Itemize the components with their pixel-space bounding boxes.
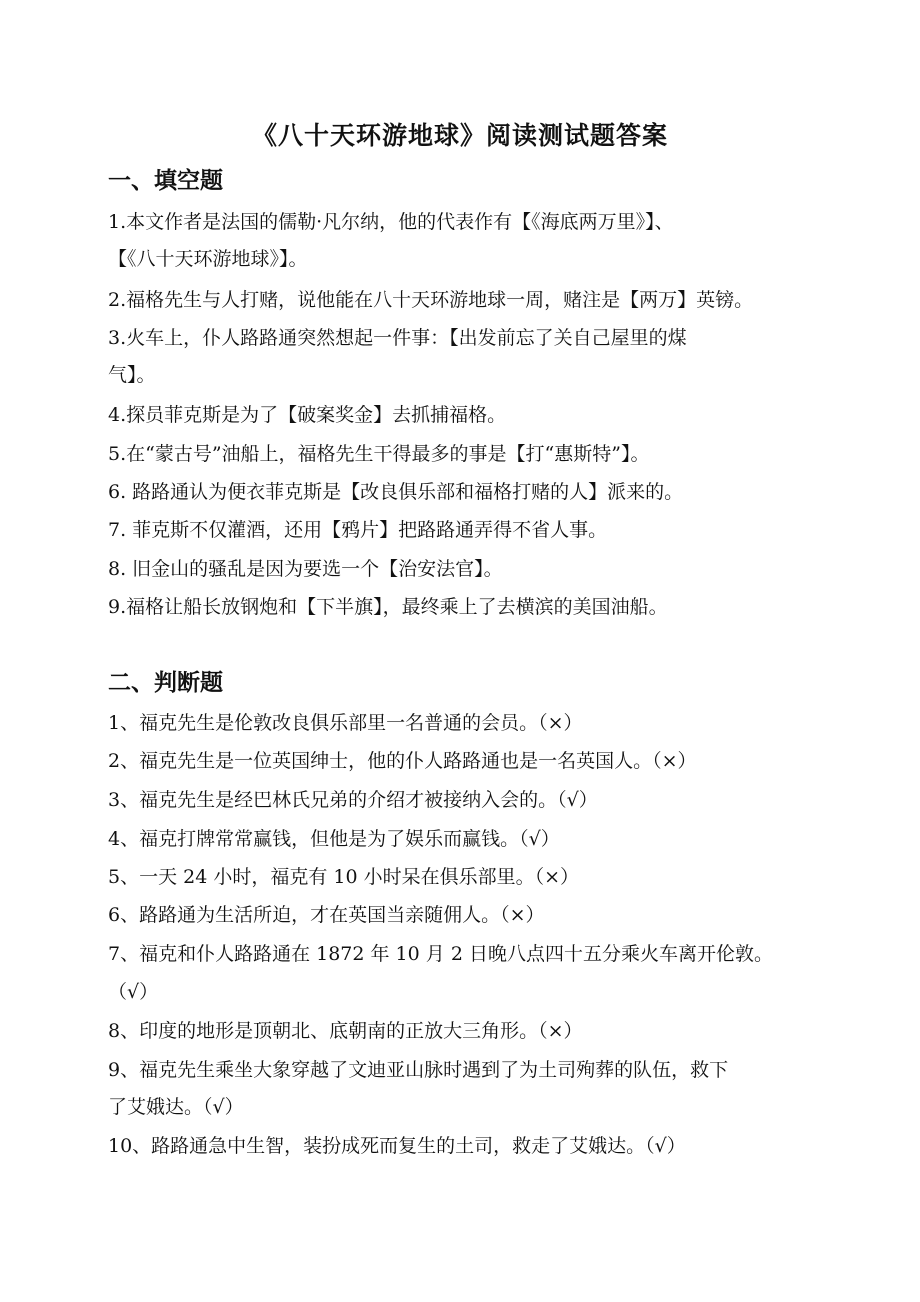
fill-in-line: 9.福格让船长放钢炮和【下半旗】，最终乘上了去横滨的美国油船。	[108, 596, 668, 618]
true-false-line: 2、福克先生是一位英国绅士，他的仆人路路通也是一名英国人。（×）	[108, 750, 697, 772]
true-false-line: 了艾娥达。（√）	[108, 1096, 244, 1118]
true-false-line: 8、印度的地形是顶朝北、底朝南的正放大三角形。（×）	[108, 1020, 583, 1042]
fill-in-line: 【《八十天环游地球》】。	[108, 248, 308, 270]
true-false-line: 10、路路通急中生智，装扮成死而复生的土司，救走了艾娥达。（√）	[108, 1135, 686, 1157]
fill-in-line: 6. 路路通认为便衣菲克斯是【改良俱乐部和福格打赌的人】派来的。	[108, 481, 684, 503]
section-heading-fill-in: 一、填空题	[108, 168, 223, 194]
true-false-line: 3、福克先生是经巴林氏兄弟的介绍才被接纳入会的。（√）	[108, 789, 598, 811]
true-false-line: 9、福克先生乘坐大象穿越了文迪亚山脉时遇到了为土司殉葬的队伍，救下	[108, 1059, 729, 1081]
true-false-line: 6、路路通为生活所迫，才在英国当亲随佣人。（×）	[108, 904, 545, 926]
true-false-line: 1、福克先生是伦敦改良俱乐部里一名普通的会员。（×）	[108, 712, 583, 734]
fill-in-line: 5.在“蒙古号”油船上，福格先生干得最多的事是【打“惠斯特”】。	[108, 443, 650, 465]
true-false-line: 4、福克打牌常常赢钱，但他是为了娱乐而赢钱。（√）	[108, 828, 560, 850]
fill-in-line: 1.本文作者是法国的儒勒·凡尔纳，他的代表作有【《海底两万里》】、	[108, 211, 674, 233]
true-false-line: 7、福克和仆人路路通在 1872 年 10 月 2 日晚八点四十五分乘火车离开伦敦。	[108, 943, 773, 965]
document-title: 《八十天环游地球》阅读测试题答案	[251, 121, 668, 150]
true-false-line: 5、一天 24 小时，福克有 10 小时呆在俱乐部里。（×）	[108, 866, 580, 888]
section-heading-true-false: 二、判断题	[108, 670, 223, 696]
fill-in-line: 7. 菲克斯不仅灌酒，还用【鸦片】把路路通弄得不省人事。	[108, 519, 608, 541]
fill-in-line: 3.火车上，仆人路路通突然想起一件事：【出发前忘了关自己屋里的煤	[108, 327, 687, 349]
fill-in-line: 2.福格先生与人打赌，说他能在八十天环游地球一周，赌注是【两万】英镑。	[108, 289, 754, 311]
fill-in-line: 8. 旧金山的骚乱是因为要选一个【治安法官】。	[108, 558, 503, 580]
fill-in-line: 气】。	[108, 364, 156, 386]
fill-in-line: 4.探员菲克斯是为了【破案奖金】去抓捕福格。	[108, 404, 507, 426]
true-false-line: （√）	[108, 981, 159, 1003]
